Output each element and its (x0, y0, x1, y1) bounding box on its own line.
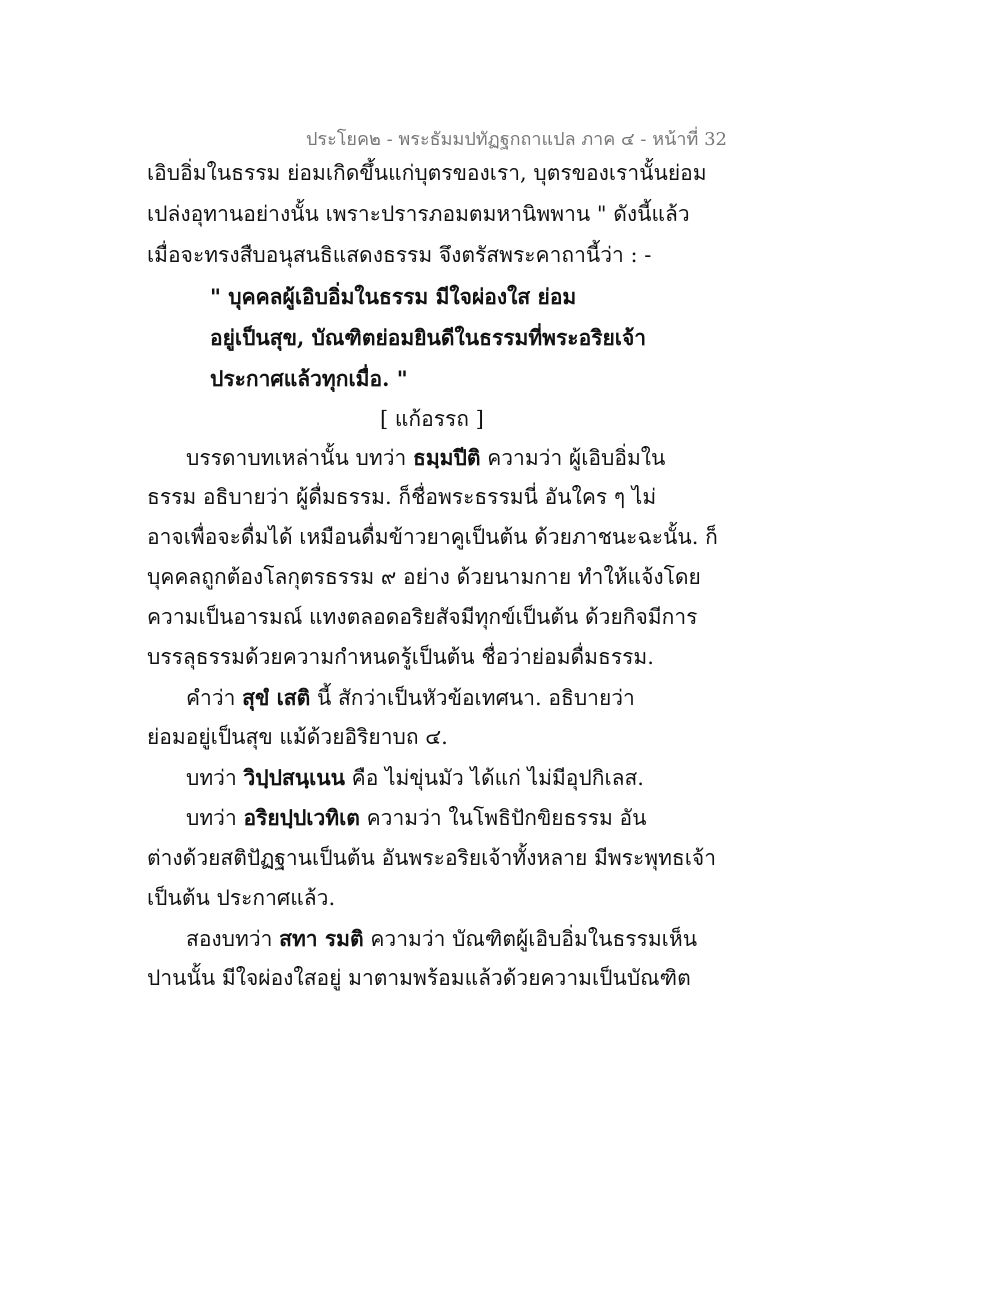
p4-line-1 (186, 807, 646, 829)
p1-line-1 (186, 447, 665, 469)
running-header: ประโยค๒ - พระธัมมปทัฏฐกถาแปล ภาค ๔ - หน้าที่ 32 (306, 129, 727, 150)
intro-line-2: เปล่งอุทานอย่างนั้น เพราะปรารภอมตมหานิพพาน " ดังนี้แล้ว (147, 202, 690, 226)
intro-line-3: เมื่อจะทรงสืบอนุสนธิแสดงธรรม จึงตรัสพระคาถานี้ว่า : - (147, 243, 652, 267)
p3-line-1 (186, 767, 644, 789)
p2-line-1 (186, 687, 635, 709)
p1-line-5: ความเป็นอารมณ์ แทงตลอดอริยสัจมีทุกข์เป็นต้น ด้วยกิจมีการ (147, 605, 698, 629)
p5-text-b: ความว่า บัณฑิตผู้เอิบอิ่มในธรรมเห็น (370, 927, 698, 951)
p5-line-2: ปานนั้น มีใจผ่องใสอยู่ มาตามพร้อมแล้วด้วยความเป็นบัณฑิต (147, 966, 691, 990)
p2-line-2: ย่อมอยู่เป็นสุข แม้ด้วยอิริยาบถ ๔. (147, 725, 448, 749)
intro-line-1: เอิบอิ่มในธรรม ย่อมเกิดขึ้นแก่บุตรของเรา, บุตรของเรานั้นย่อม (147, 161, 707, 185)
p4-text-b: ความว่า ในโพธิปักขิยธรรม อัน (366, 806, 647, 830)
p1-pali-term: ธมฺมปีติ (413, 445, 481, 470)
p2-text-a: คำว่า (186, 686, 236, 710)
p2-pali-term: สุขํ เสติ (242, 685, 311, 710)
p3-text-b: คือ ไม่ขุ่นมัว ได้แก่ ไม่มีอุปกิเลส. (351, 766, 644, 790)
verse-line-3: ประกาศแล้วทุกเมื่อ. " (210, 366, 408, 391)
p4-pali-term: อริยปฺปเวทิเต (243, 805, 360, 830)
p5-line-1 (186, 928, 697, 950)
p1-line-4: บุคคลถูกต้องโลกุตรธรรม ๙ อย่าง ด้วยนามกาย ทำให้แจ้งโดย (147, 565, 701, 589)
p3-text-a: บทว่า (186, 766, 237, 790)
p1-line-2: ธรรม อธิบายว่า ผู้ดื่มธรรม. ก็ชื่อพระธรรมนี่ อันใคร ๆ ไม่ (147, 485, 657, 509)
p5-pali-term: สทา รมติ (279, 926, 364, 951)
p1-text-a: บรรดาบทเหล่านั้น บทว่า (186, 446, 407, 470)
p5-text-a: สองบทว่า (186, 927, 273, 951)
p1-line-3: อาจเพื่อจะดื่มได้ เหมือนดื่มข้าวยาคูเป็นต้น ด้วยภาชนะฉะนั้น. ก็ (147, 525, 718, 549)
verse-line-2: อยู่เป็นสุข, บัณฑิตย่อมยินดีในธรรมที่พระอริยเจ้า (210, 325, 647, 350)
p1-line-6: บรรลุธรรมด้วยความกำหนดรู้เป็นต้น ชื่อว่าย่อมดื่มธรรม. (147, 645, 654, 669)
p4-line-2: ต่างด้วยสติปัฏฐานเป็นต้น อันพระอริยเจ้าทั้งหลาย มีพระพุทธเจ้า (147, 846, 717, 870)
p4-text-a: บทว่า (186, 806, 237, 830)
section-heading: [ แก้อรรถ ] (380, 407, 484, 431)
p1-text-b: ความว่า ผู้เอิบอิ่มใน (487, 446, 666, 470)
p3-pali-term: วิปฺปสนฺเนน (243, 765, 345, 790)
p4-line-3: เป็นต้น ประกาศแล้ว. (147, 886, 336, 910)
p2-text-b: นี้ สักว่าเป็นหัวข้อเทศนา. อธิบายว่า (316, 686, 635, 710)
verse-line-1: " บุคคลผู้เอิบอิ่มในธรรม มีใจผ่องใส ย่อม (210, 284, 577, 309)
